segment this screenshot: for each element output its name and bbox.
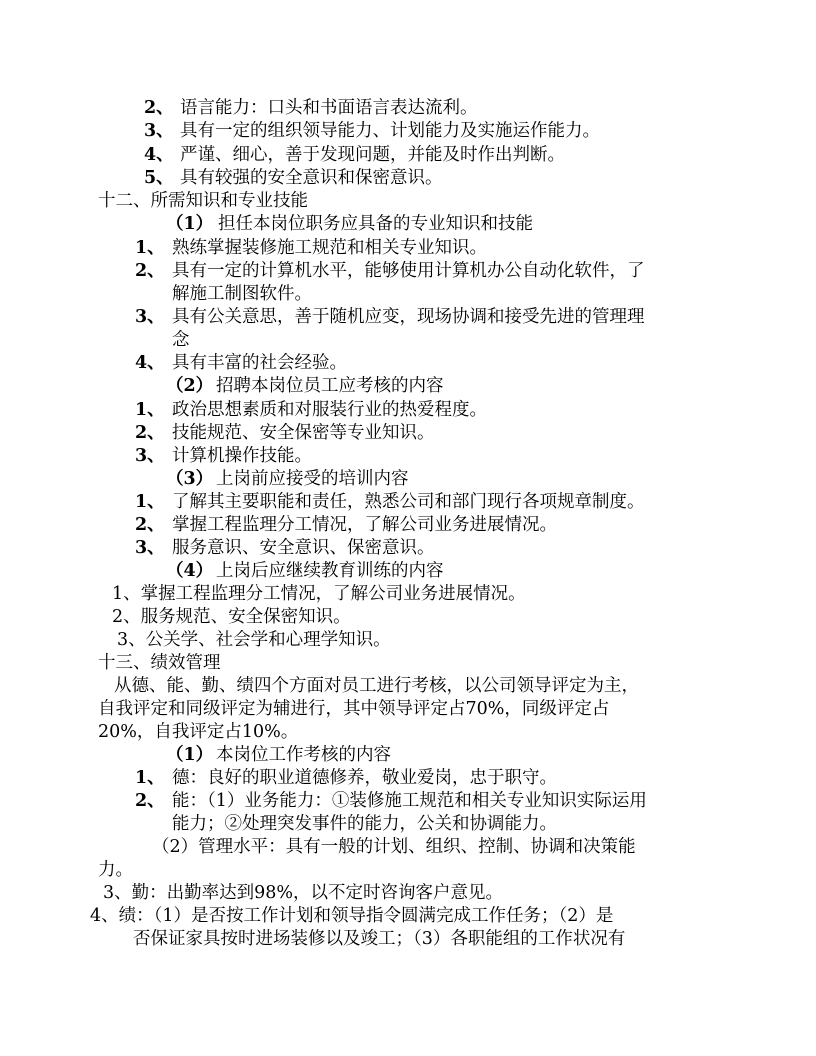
item-number: 1、 <box>135 400 165 420</box>
subsection-text: 本岗位工作考核的内容 <box>216 745 391 765</box>
item-number: 1、 <box>135 238 165 258</box>
subsection-label: （4） <box>166 561 214 581</box>
item-text: 能：（1）业务能力：①装修施工规范和相关专业知识实际运用 <box>172 791 647 811</box>
item-text: 1、掌握工程监理分工情况，了解公司业务进展情况。 <box>112 584 526 604</box>
item-number: 1、 <box>135 492 165 512</box>
item-text: 技能规范、安全保密等专业知识。 <box>172 423 435 443</box>
item-text: 了解其主要职能和责任，熟悉公司和部门现行各项规章制度。 <box>172 492 645 512</box>
item-text: 念 <box>172 330 190 350</box>
item-number: 3、 <box>144 121 174 141</box>
item-text: 政治思想素质和对服装行业的热爱程度。 <box>172 400 487 420</box>
subsection-label: （2） <box>166 376 214 396</box>
subsection-text: 上岗后应继续教育训练的内容 <box>216 561 444 581</box>
item-number: 2、 <box>144 98 174 118</box>
heading-text: 十二、所需知识和专业技能 <box>98 191 308 211</box>
item-number: 3、 <box>135 307 165 327</box>
item-number: 2、 <box>135 791 165 811</box>
item-text: 掌握工程监理分工情况，了解公司业务进展情况。 <box>172 515 557 535</box>
paragraph-text: 自我评定和同级评定为辅进行，其中领导评定占70%，同级评定占 <box>98 699 610 719</box>
item-text: 具有丰富的社会经验。 <box>172 353 347 373</box>
item-text: 具有公关意思，善于随机应变，现场协调和接受先进的管理理 <box>172 307 645 327</box>
subsection-label: （3） <box>166 469 214 489</box>
item-number: 4、 <box>144 145 174 165</box>
item-number: 5、 <box>144 168 174 188</box>
heading-text: 十三、绩效管理 <box>98 653 221 673</box>
paragraph-text: 4、绩：（1）是否按工作计划和领导指令圆满完成工作任务；（2）是 <box>90 906 614 926</box>
subsection-label: （1） <box>166 745 214 765</box>
item-text: 语言能力：口头和书面语言表达流利。 <box>180 98 478 118</box>
paragraph-text: 从德、能、勤、绩四个方面对员工进行考核，以公司领导评定为主， <box>114 676 639 696</box>
subsection-text: 上岗前应接受的培训内容 <box>216 469 409 489</box>
paragraph-text: 20%，自我评定占10%。 <box>98 722 299 742</box>
item-text: 能力；②处理突发事件的能力，公关和协调能力。 <box>172 814 557 834</box>
item-text: 德：良好的职业道德修养，敬业爱岗，忠于职守。 <box>172 768 557 788</box>
item-text: 具有一定的组织领导能力、计划能力及实施运作能力。 <box>180 121 600 141</box>
item-text: 严谨、细心，善于发现问题，并能及时作出判断。 <box>180 145 565 165</box>
item-text: 具有较强的安全意识和保密意识。 <box>180 168 443 188</box>
item-text: 熟练掌握装修施工规范和相关专业知识。 <box>172 238 487 258</box>
item-number: 3、 <box>135 446 165 466</box>
paragraph-text: （2）管理水平：具有一般的计划、组织、控制、协调和决策能 <box>152 837 636 857</box>
item-text: 解施工制图软件。 <box>172 284 312 304</box>
item-number: 2、 <box>135 261 165 281</box>
item-number: 2、 <box>135 515 165 535</box>
subsection-label: （1） <box>166 214 214 234</box>
item-text: 2、服务规范、安全保密知识。 <box>112 607 351 627</box>
paragraph-text: 3、勤：出勤率达到98%，以不定时咨询客户意见。 <box>103 883 504 903</box>
item-number: 1、 <box>135 768 165 788</box>
paragraph-text: 力。 <box>98 860 133 880</box>
item-text: 3、公关学、社会学和心理学知识。 <box>117 630 391 650</box>
paragraph-text: 否保证家具按时进场装修以及竣工；（3）各职能组的工作状况有 <box>133 929 626 949</box>
item-number: 4、 <box>135 353 165 373</box>
subsection-text: 招聘本岗位员工应考核的内容 <box>216 376 444 396</box>
item-text: 计算机操作技能。 <box>172 446 312 466</box>
item-number: 2、 <box>135 423 165 443</box>
item-text: 具有一定的计算机水平，能够使用计算机办公自动化软件，了 <box>172 261 645 281</box>
item-number: 3、 <box>135 538 165 558</box>
subsection-text: 担任本岗位职务应具备的专业知识和技能 <box>218 214 533 234</box>
item-text: 服务意识、安全意识、保密意识。 <box>172 538 435 558</box>
